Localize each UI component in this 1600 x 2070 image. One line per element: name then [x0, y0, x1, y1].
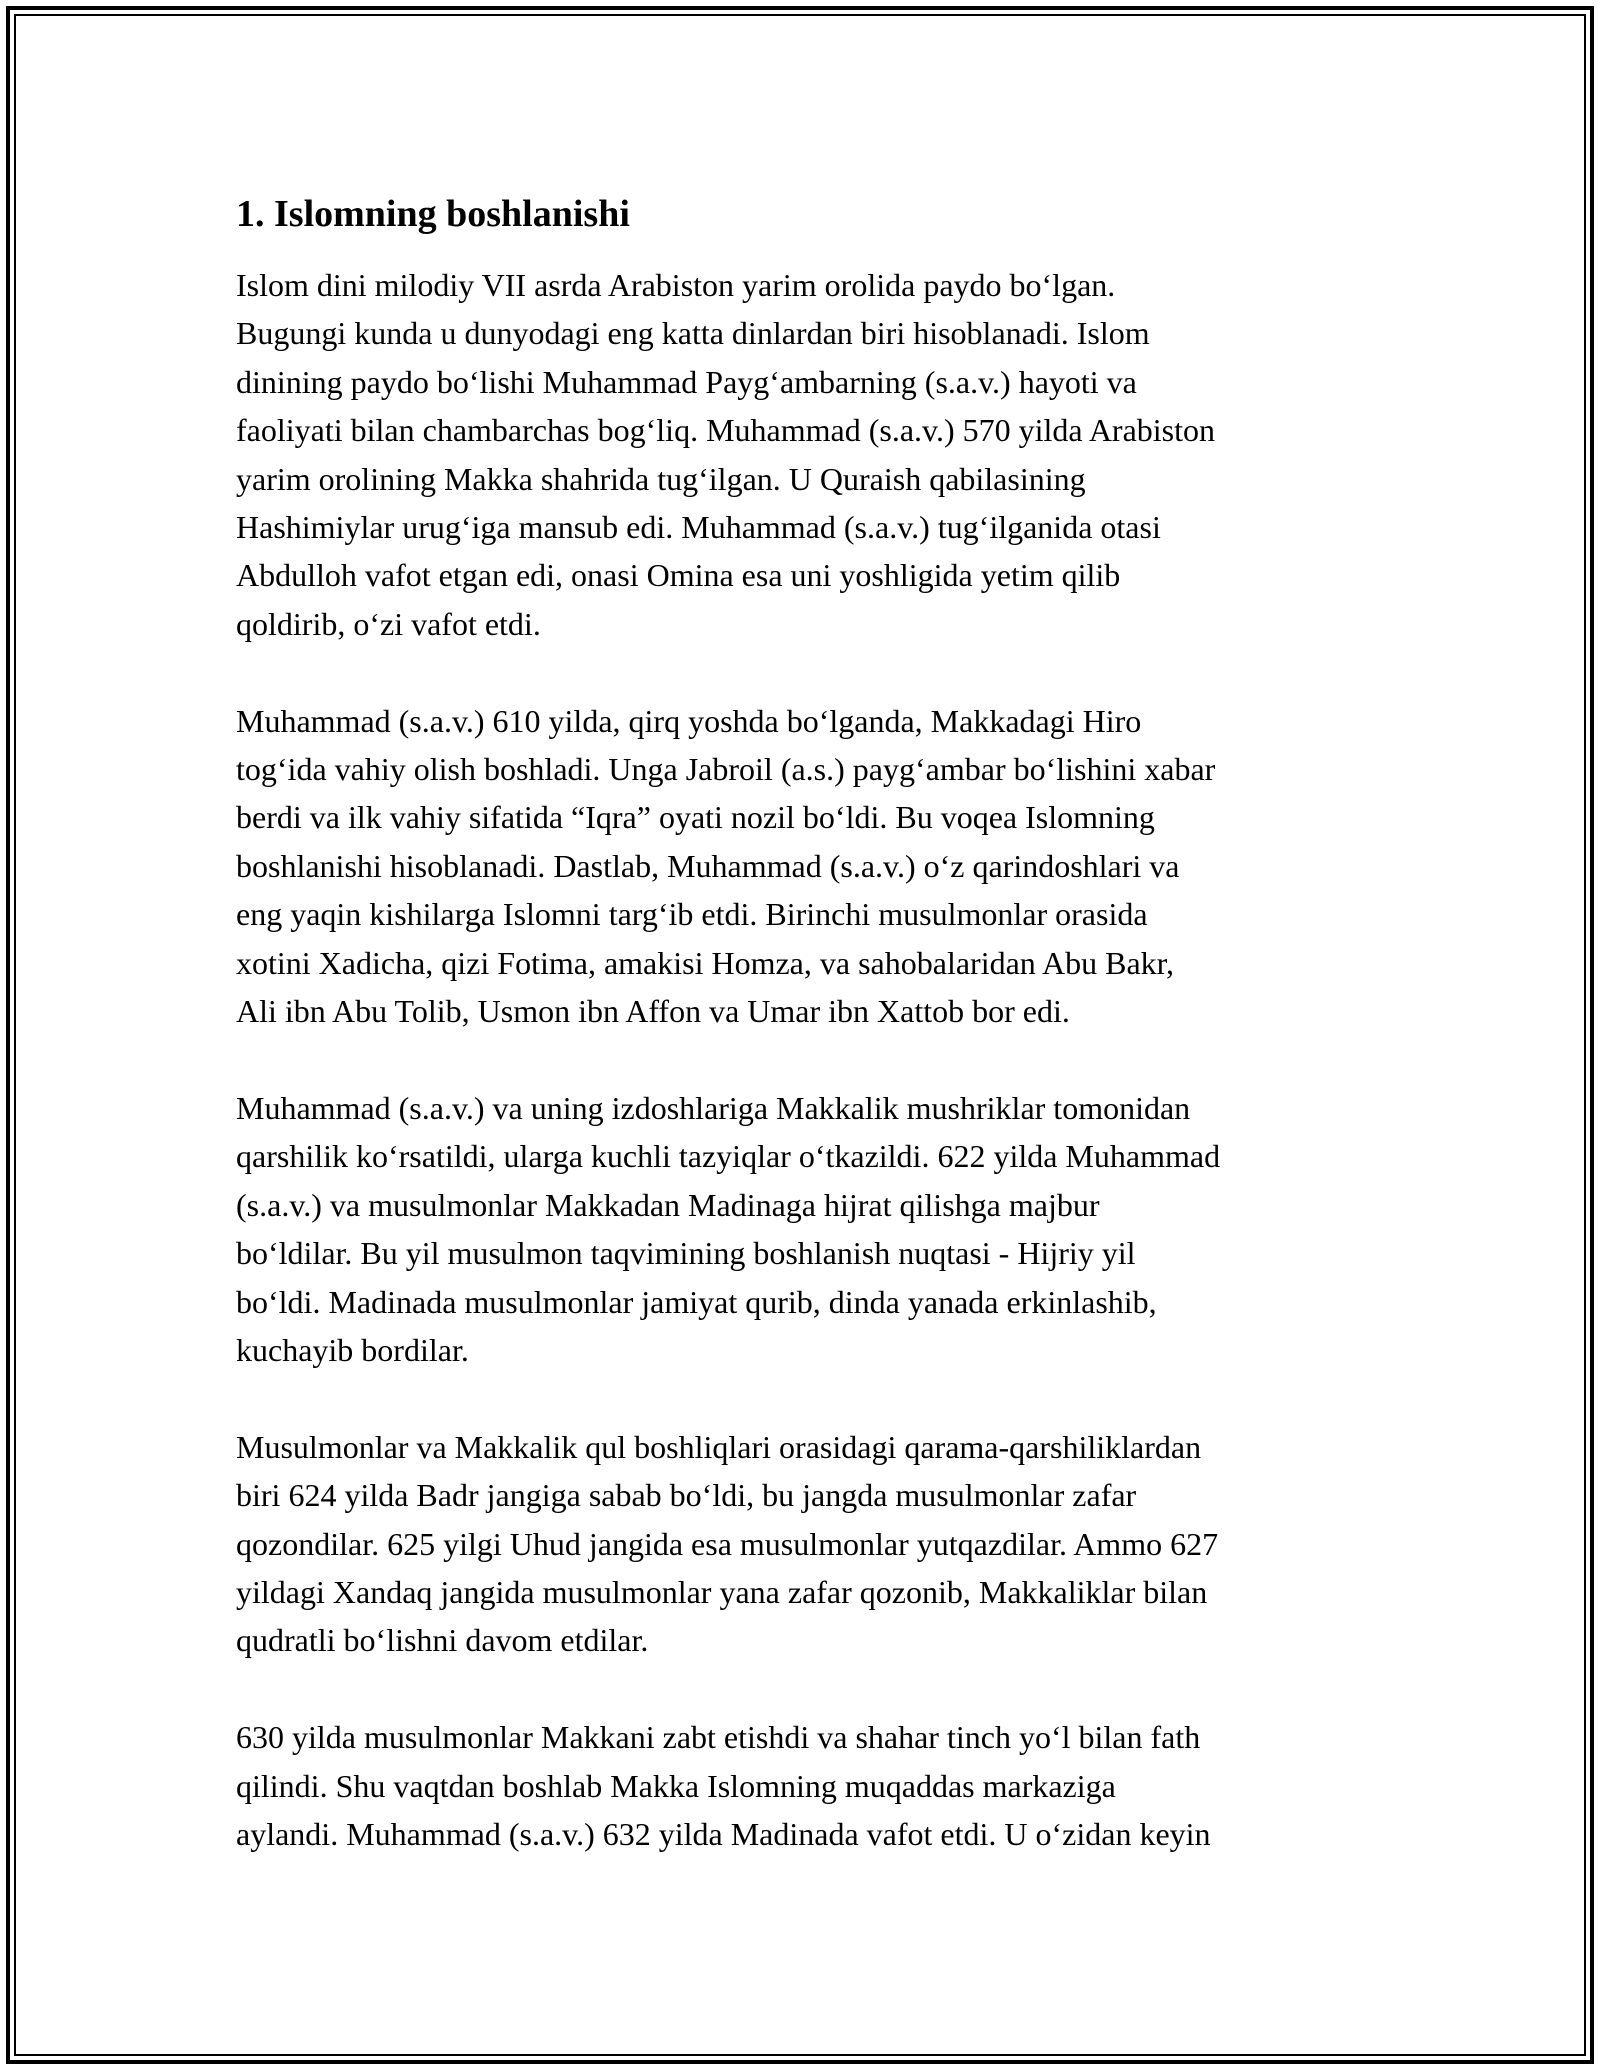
paragraph-hijra: Muhammad (s.a.v.) va uning izdoshlariga Makkalik mushriklar tomonidan qarshilik ko‘rsatildi, ularga kuchli tazyiqlar o‘tkazildi. 622 yilda Muhammad (s.a.v.) va musulmonlar Makkadan Madinaga hijrat qilishga majbur bo‘ldilar. Bu yil musulmon taqvimining boshlanish nuqtasi - Hijriy yil bo‘ldi. Madinada musulmonlar jamiyat qurib, dinda yanada erkinlashib, kuchayib bordilar.	[236, 1089, 1221, 1368]
section-heading: 1. Islomning boshlanishi	[236, 193, 630, 235]
paragraph-origins: Islom dini milodiy VII asrda Arabiston yarim orolida paydo bo‘lgan. Bugungi kunda u dunyodagi eng katta dinlardan biri hisoblanadi. Islom dinining paydo bo‘lishi Muhammad Payg‘ambarning (s.a.v.) hayoti va faoliyati bilan chambarchas bog‘liq. Muhammad (s.a.v.) 570 yilda Arabiston yarim orolining Makka shahrida tug‘ilgan. U Quraish qabilasining Hashimiylar urug‘iga mansub edi. Muhammad (s.a.v.) tug‘ilganida otasi Abdulloh vafot etgan edi, onasi Omina esa uni yoshligida yetim qilib qoldirib, o‘zi vafot etdi.	[236, 267, 1216, 642]
paragraph-conquest: 630 yilda musulmonlar Makkani zabt etishdi va shahar tinch yo‘l bilan fath qilindi. Shu vaqtdan boshlab Makka Islomning muqaddas markaziga aylandi. Muhammad (s.a.v.) 632 yilda Madinada vafot etdi. U o‘zidan keyin	[236, 1719, 1211, 1852]
paragraph-revelation: Muhammad (s.a.v.) 610 yilda, qirq yoshda bo‘lganda, Makkadagi Hiro tog‘ida vahiy olish boshladi. Unga Jabroil (a.s.) payg‘ambar bo‘lishini xabar berdi va ilk vahiy sifatida “Iqra” oyati nozil bo‘ldi. Bu voqea Islomning boshlanishi hisoblanadi. Dastlab, Muhammad (s.a.v.) o‘z qarindoshlari va eng yaqin kishilarga Islomni targ‘ib etdi. Birinchi musulmonlar orasida xotini Xadicha, qizi Fotima, amakisi Homza, va sahobalaridan Abu Bakr, Ali ibn Abu Tolib, Usmon ibn Affon va Umar ibn Xattob bor edi.	[236, 702, 1216, 1030]
paragraph-battles: Musulmonlar va Makkalik qul boshliqlari orasidagi qarama-qarshiliklardan biri 624 yilda Badr jangiga sabab bo‘ldi, bu jangda musulmonlar zafar qozondilar. 625 yilgi Uhud jangida esa musulmonlar yutqazdilar. Ammo 627 yildagi Xandaq jangida musulmonlar yana zafar qozonib, Makkaliklar bilan qudratli bo‘lishni davom etdilar.	[236, 1428, 1219, 1659]
document-page	[236, 188, 1376, 1907]
